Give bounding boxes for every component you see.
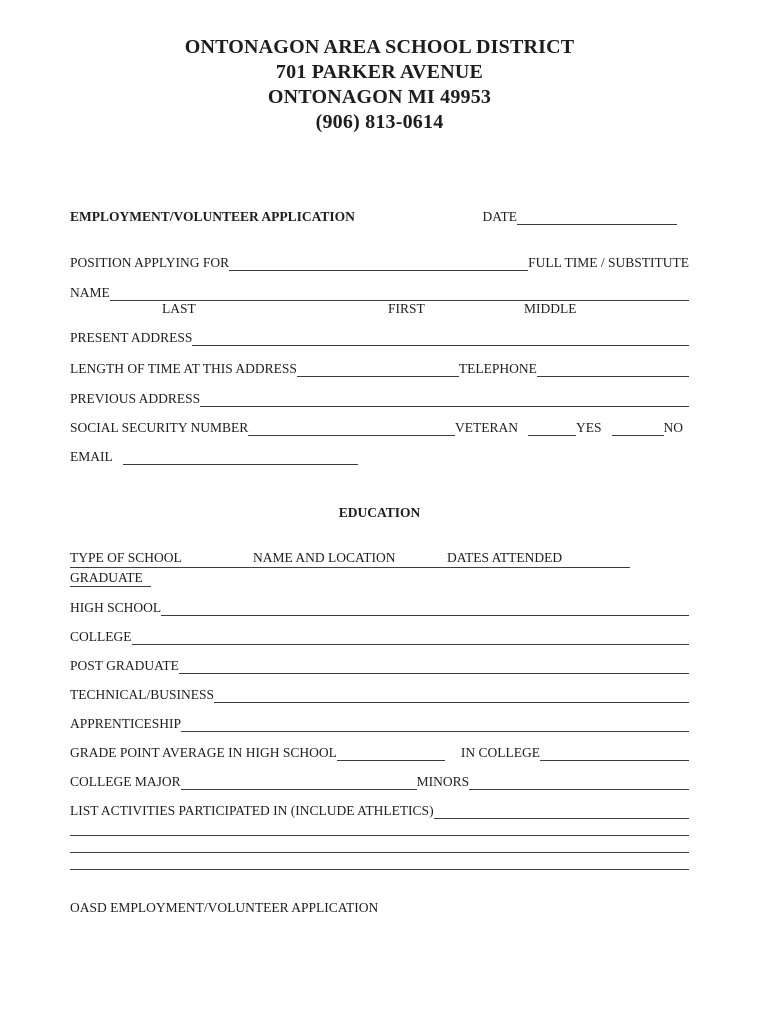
college-label: COLLEGE (70, 629, 132, 644)
district-name: ONTONAGON AREA SCHOOL DISTRICT (184, 36, 575, 58)
post-graduate-row (70, 658, 689, 674)
form-title: EMPLOYMENT/VOLUNTEER APPLICATION (70, 209, 355, 224)
activities-input-line-4[interactable] (70, 866, 689, 870)
length-of-time-label: LENGTH OF TIME AT THIS ADDRESS (70, 361, 297, 376)
street-address: 701 PARKER AVENUE (275, 61, 484, 83)
fulltime-substitute-label: FULL TIME / SUBSTITUTE (528, 255, 689, 270)
date-label: DATE (482, 209, 517, 224)
previous-address-label: PREVIOUS ADDRESS (70, 391, 201, 406)
activities-row (70, 803, 689, 819)
type-of-school-column-header: TYPE OF SCHOOL (70, 550, 182, 565)
last-name-sublabel: LAST (162, 301, 196, 316)
title-date-row (70, 209, 677, 225)
minors-input-line[interactable] (469, 786, 689, 790)
activities-input-line-3[interactable] (70, 849, 689, 853)
no-label: NO (663, 420, 683, 435)
document-footer: OASD EMPLOYMENT/VOLUNTEER APPLICATION (70, 900, 379, 915)
apprenticeship-input-line[interactable] (181, 728, 689, 732)
apprenticeship-row (70, 716, 689, 732)
email-label: EMAIL (70, 449, 113, 464)
position-label: POSITION APPLYING FOR (70, 255, 230, 270)
length-telephone-row (70, 361, 689, 377)
education-section-title: EDUCATION (338, 505, 421, 520)
gpa-college-label: IN COLLEGE (460, 745, 540, 760)
veteran-no-input-line[interactable] (612, 432, 664, 436)
gpa-high-school-label: GRADE POINT AVERAGE IN HIGH SCHOOL (70, 745, 337, 760)
present-address-label: PRESENT ADDRESS (70, 330, 193, 345)
ssn-input-line[interactable] (248, 432, 455, 436)
technical-business-input-line[interactable] (214, 699, 689, 703)
college-major-input-line[interactable] (181, 786, 417, 790)
education-column-headers (70, 549, 630, 568)
high-school-row (70, 600, 689, 616)
activities-input-line-2[interactable] (70, 832, 689, 836)
gpa-college-input-line[interactable] (540, 757, 689, 761)
college-major-label: COLLEGE MAJOR (70, 774, 181, 789)
present-address-row (70, 330, 689, 346)
email-input-line[interactable] (123, 461, 358, 465)
position-input-line[interactable] (229, 267, 528, 271)
activities-input-line-1[interactable] (434, 815, 689, 819)
technical-business-label: TECHNICAL/BUSINESS (70, 687, 215, 702)
telephone-label: TELEPHONE (458, 361, 537, 376)
first-name-sublabel: FIRST (388, 301, 425, 316)
college-row (70, 629, 689, 645)
high-school-label: HIGH SCHOOL (70, 600, 162, 615)
technical-business-row (70, 687, 689, 703)
name-row (70, 285, 689, 301)
yes-label: YES (575, 420, 602, 435)
length-of-time-input-line[interactable] (297, 373, 459, 377)
apprenticeship-label: APPRENTICESHIP (70, 716, 182, 731)
telephone-input-line[interactable] (537, 373, 689, 377)
previous-address-row (70, 391, 689, 407)
letterhead (70, 35, 689, 135)
graduate-header-row (70, 569, 689, 587)
name-and-location-column-header: NAME AND LOCATION (253, 550, 396, 565)
post-graduate-input-line[interactable] (179, 670, 689, 674)
post-graduate-label: POST GRADUATE (70, 658, 179, 673)
minors-label: MINORS (416, 774, 470, 789)
college-input-line[interactable] (132, 641, 690, 645)
gpa-high-school-input-line[interactable] (337, 757, 445, 761)
activities-label: LIST ACTIVITIES PARTICIPATED IN (INCLUDE ATHLETICS) (70, 803, 434, 818)
ssn-label: SOCIAL SECURITY NUMBER (70, 420, 249, 435)
name-label: NAME (70, 285, 110, 300)
veteran-yes-input-line[interactable] (528, 432, 576, 436)
middle-name-sublabel: MIDDLE (524, 301, 577, 316)
ssn-veteran-row (70, 420, 683, 436)
activities-blank-row-1 (70, 832, 689, 836)
present-address-input-line[interactable] (192, 342, 689, 346)
phone-number: (906) 813-0614 (315, 111, 444, 133)
graduate-column-header: GRADUATE (70, 569, 151, 587)
email-row (70, 449, 689, 465)
position-row (70, 255, 689, 271)
date-input-line[interactable] (517, 221, 677, 225)
veteran-label: VETERAN (454, 420, 518, 435)
name-sublabels-row (70, 301, 689, 317)
high-school-input-line[interactable] (161, 612, 689, 616)
previous-address-input-line[interactable] (200, 403, 689, 407)
major-minors-row (70, 774, 689, 790)
activities-blank-row-3 (70, 866, 689, 870)
dates-attended-column-header: DATES ATTENDED (447, 550, 563, 565)
activities-blank-row-2 (70, 849, 689, 853)
gpa-row (70, 745, 689, 761)
city-state-zip: ONTONAGON MI 49953 (267, 86, 492, 108)
